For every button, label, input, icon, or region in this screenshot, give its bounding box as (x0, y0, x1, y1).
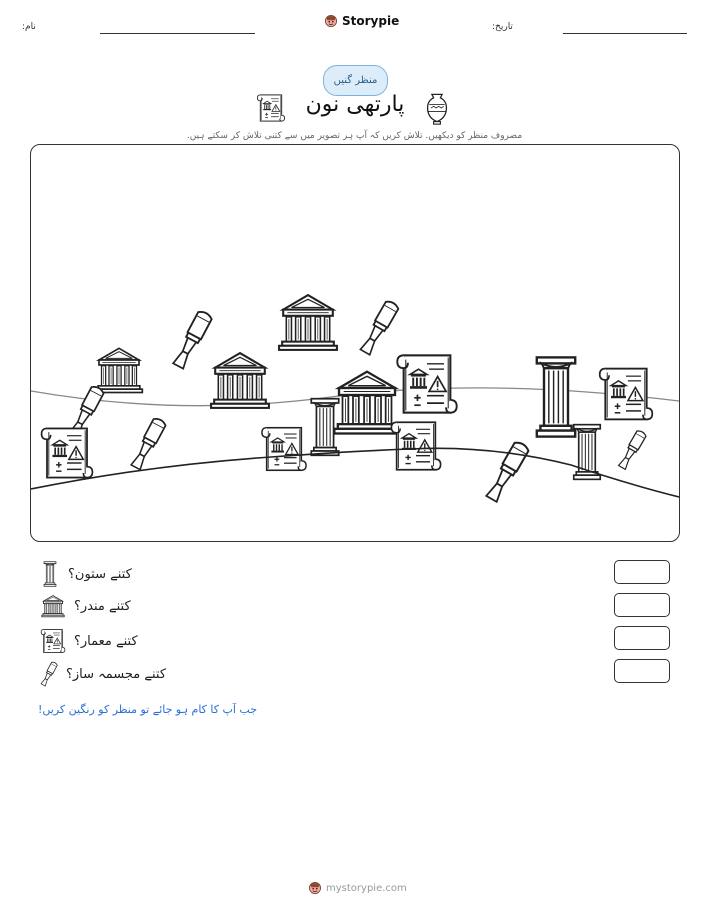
architect-scroll-icon (600, 369, 653, 420)
seek-and-find-scene (30, 144, 680, 542)
question-text: کتنے ستون؟ (68, 566, 132, 582)
answer-box[interactable] (614, 593, 670, 617)
date-label: تاریخ: (492, 22, 513, 32)
page-title: پارتھی نون (305, 92, 405, 117)
mascot-icon (324, 14, 338, 28)
chisel-icon (485, 440, 530, 503)
question-text: کتنے مجسمہ ساز؟ (66, 666, 167, 682)
question-row (40, 627, 138, 655)
architect-scroll-icon (40, 627, 66, 655)
architect-scroll-icon (256, 92, 286, 124)
architect-scroll-icon (397, 355, 456, 412)
mascot-icon (308, 881, 322, 895)
scene-illustration (31, 145, 679, 541)
date-line (563, 33, 687, 34)
instructions: مصروف منظر کو دیکھیں. تلاش کریں کہ آپ ہر تصویر میں سے کتنی تلاش کر سکتے ہیں. (186, 131, 523, 141)
column-icon (40, 561, 60, 587)
temple-icon (279, 295, 337, 350)
temple-icon (211, 353, 269, 408)
temple-icon (334, 372, 399, 434)
footer-url[interactable]: mystorypie.com (326, 882, 407, 894)
column-icon (574, 425, 601, 480)
footer (308, 881, 407, 895)
answer-box[interactable] (614, 560, 670, 584)
chisel-icon (130, 417, 167, 471)
column-icon (311, 399, 338, 456)
brand-logo (324, 14, 399, 28)
temple-icon (96, 348, 143, 392)
question-row (40, 660, 166, 688)
answer-box[interactable] (614, 626, 670, 650)
column-icon (537, 357, 575, 436)
question-text: کتنے مندر؟ (74, 598, 131, 614)
chisel-icon (617, 429, 646, 470)
chisel-icon (359, 299, 400, 355)
architect-scroll-icon (391, 422, 440, 469)
category-badge: منظر گنیں (323, 65, 388, 96)
answer-box[interactable] (614, 659, 670, 683)
chisel-icon (34, 657, 63, 690)
question-text: کتنے معمار؟ (74, 633, 138, 649)
architect-scroll-icon (42, 428, 93, 477)
chisel-icon (171, 310, 213, 370)
question-row (40, 594, 131, 618)
architect-scroll-icon (262, 428, 306, 471)
temple-icon (40, 594, 66, 618)
vase-icon (424, 91, 450, 125)
brand-name: Storypie (342, 14, 400, 28)
name-line (100, 33, 255, 34)
name-label: نام: (22, 22, 36, 32)
question-row (40, 561, 132, 587)
coloring-instruction: جب آپ کا کام ہو جائے تو منظر کو رنگین کریں! (38, 703, 258, 716)
